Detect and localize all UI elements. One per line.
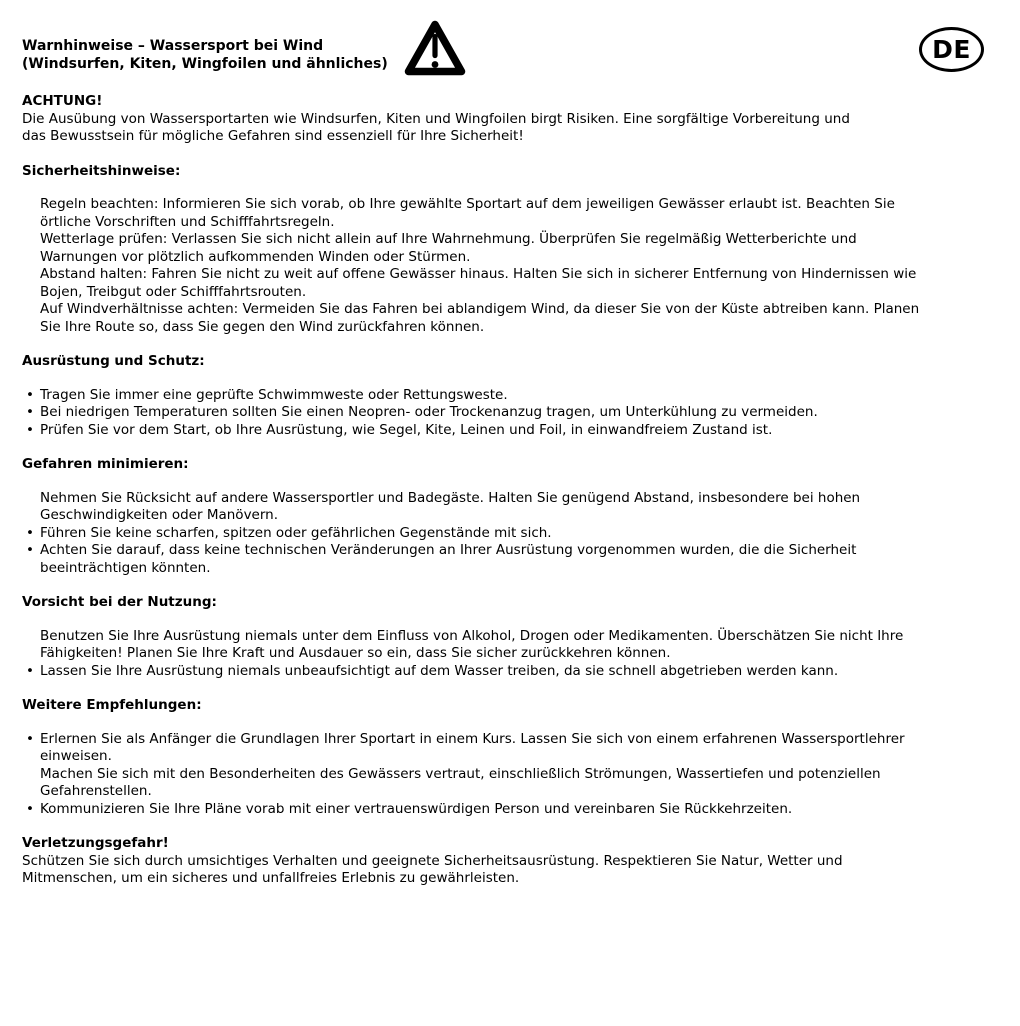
- text-line: Gefahrenstellen.: [40, 783, 152, 799]
- bullet-icon: [22, 387, 40, 405]
- text-line: Erlernen Sie als Anfänger die Grundlagen Ihrer Sportart in einem Kurs. Lassen Sie sich von einem erfahrenen Wassersportlehrer: [40, 730, 905, 747]
- list-item-text: [40, 422, 1020, 440]
- text-line: örtliche Vorschriften und Schifffahrtsregeln.: [40, 213, 335, 230]
- text-line: Die Ausübung von Wassersportarten wie Windsurfen, Kiten und Wingfoilen birgt Risiken. Eine sorgfältige Vorbereitung und: [22, 110, 850, 127]
- language-badge: [919, 27, 984, 72]
- list-item-text: [40, 525, 1020, 543]
- list-item: [22, 731, 1020, 801]
- section-achtung: [22, 93, 1020, 146]
- list-item: [22, 387, 1020, 405]
- section-heading: Gefahren minimieren:: [22, 456, 189, 472]
- list-item: [22, 663, 1020, 681]
- text-line: Sie Ihre Route so, dass Sie gegen den Wind zurückfahren können.: [40, 318, 485, 335]
- text-line: Schützen Sie sich durch umsichtiges Verhalten und geeignete Sicherheitsausrüstung. Respektieren Sie Natur, Wetter und: [22, 852, 843, 869]
- text-line: beeinträchtigen könnten.: [40, 559, 211, 576]
- section-sicherheitshinweise: [22, 163, 1020, 337]
- document-header: [0, 0, 1020, 93]
- bullet-icon: [22, 731, 40, 801]
- language-badge-label: DE: [932, 35, 971, 64]
- bullet-icon: [22, 404, 40, 422]
- list-item: [22, 542, 1020, 577]
- list-item-text: [40, 387, 1020, 405]
- bullet-icon: [22, 542, 40, 577]
- list-item: [22, 490, 1020, 525]
- title-line-2: (Windsurfen, Kiten, Wingfoilen und ähnliches): [22, 56, 388, 72]
- section-heading: Vorsicht bei der Nutzung:: [22, 594, 217, 610]
- list-item: [22, 404, 1020, 422]
- bullet-icon: [22, 801, 40, 819]
- text-line: Wetterlage prüfen: Verlassen Sie sich nicht allein auf Ihre Wahrnehmung. Überprüfen Sie regelmäßig Wetterberichte und: [40, 231, 857, 247]
- text-line: Benutzen Sie Ihre Ausrüstung niemals unter dem Einfluss von Alkohol, Drogen oder Medikamenten. Überschätzen Sie nicht Ihre: [40, 627, 904, 644]
- warning-triangle-icon: [404, 18, 466, 79]
- text-line: Fähigkeiten! Planen Sie Ihre Kraft und Ausdauer so ein, dass Sie sicher zurückkehren können.: [40, 645, 671, 661]
- text-line: Warnungen vor plötzlich aufkommenden Winden oder Stürmen.: [40, 248, 471, 265]
- list-item-text: [40, 731, 1020, 801]
- section-heading: Ausrüstung und Schutz:: [22, 353, 205, 369]
- indent-spacer: [22, 490, 40, 525]
- section-gefahren-minimieren: [22, 456, 1020, 577]
- list-item: [22, 422, 1020, 440]
- list-item: [22, 628, 1020, 663]
- text-line: Führen Sie keine scharfen, spitzen oder gefährlichen Gegenstände mit sich.: [40, 524, 552, 541]
- text-line: Tragen Sie immer eine geprüfte Schwimmweste oder Rettungsweste.: [40, 386, 508, 403]
- section-heading: Verletzungsgefahr!: [22, 835, 169, 851]
- text-line: Lassen Sie Ihre Ausrüstung niemals unbeaufsichtigt auf dem Wasser treiben, da sie schnell abgetrieben werden kann.: [40, 662, 839, 679]
- bullet-icon: [22, 663, 40, 681]
- list-item: [22, 525, 1020, 543]
- text-line: Abstand halten: Fahren Sie nicht zu weit auf offene Gewässer hinaus. Halten Sie sich in sicherer Entfernung von Hindernissen wie: [40, 266, 917, 282]
- list-item-text: [40, 801, 1020, 819]
- text-line: Auf Windverhältnisse achten: Vermeiden Sie das Fahren bei ablandigem Wind, da dieser Sie von der Küste abtreiben kann. Planen: [40, 301, 920, 317]
- section-heading: Sicherheitshinweise:: [22, 162, 181, 179]
- title-line-1: Warnhinweise – Wassersport bei Wind: [22, 38, 324, 54]
- section-verletzungsgefahr: [22, 835, 1020, 888]
- text-line: Machen Sie sich mit den Besonderheiten des Gewässers vertraut, einschließlich Strömungen, Wassertiefen und potenziellen: [40, 765, 881, 782]
- text-line: Kommunizieren Sie Ihre Pläne vorab mit einer vertrauenswürdigen Person und vereinbaren Sie Rückkehrzeiten.: [40, 800, 793, 817]
- text-line: Achten Sie darauf, dass keine technischen Veränderungen an Ihrer Ausrüstung vorgenommen wurden, die die Sicherheit: [40, 542, 857, 558]
- text-line: Bei niedrigen Temperaturen sollten Sie einen Neopren- oder Trockenanzug tragen, um Unterkühlung zu vermeiden.: [40, 404, 818, 420]
- text-line: einweisen.: [40, 748, 112, 764]
- section-heading: Weitere Empfehlungen:: [22, 697, 202, 713]
- list-item-text: [40, 663, 1020, 681]
- section-vorsicht-bei-der-nutzung: [22, 594, 1020, 680]
- text-line: Bojen, Treibgut oder Schifffahrtsrouten.: [40, 283, 307, 300]
- list-item: [22, 196, 1020, 336]
- section-ausruestung-und-schutz: [22, 353, 1020, 439]
- list-item-text: [40, 196, 1020, 336]
- text-line: Geschwindigkeiten oder Manövern.: [40, 507, 279, 523]
- indent-spacer: [22, 628, 40, 663]
- section-weitere-empfehlungen: [22, 697, 1020, 818]
- section-heading: ACHTUNG!: [22, 93, 103, 109]
- text-line: Mitmenschen, um ein sicheres und unfallfreies Erlebnis zu gewährleisten.: [22, 870, 520, 886]
- indent-spacer: [22, 196, 40, 336]
- list-item-text: [40, 542, 1020, 577]
- list-item: [22, 801, 1020, 819]
- text-line: Nehmen Sie Rücksicht auf andere Wassersportler und Badegäste. Halten Sie genügend Abstand, insbesondere bei hohen: [40, 489, 861, 506]
- bullet-icon: [22, 422, 40, 440]
- text-line: Regeln beachten: Informieren Sie sich vorab, ob Ihre gewählte Sportart auf dem jeweiligen Gewässer erlaubt ist. Beachten Sie: [40, 196, 895, 212]
- list-item-text: [40, 628, 1020, 663]
- list-item-text: [40, 404, 1020, 422]
- document-body: [0, 93, 1020, 888]
- list-item-text: [40, 490, 1020, 525]
- bullet-icon: [22, 525, 40, 543]
- page-title: [22, 37, 388, 73]
- text-line: das Bewusstsein für mögliche Gefahren sind essenziell für Ihre Sicherheit!: [22, 128, 524, 144]
- text-line: Prüfen Sie vor dem Start, ob Ihre Ausrüstung, wie Segel, Kite, Leinen und Foil, in einwandfreiem Zustand ist.: [40, 421, 773, 438]
